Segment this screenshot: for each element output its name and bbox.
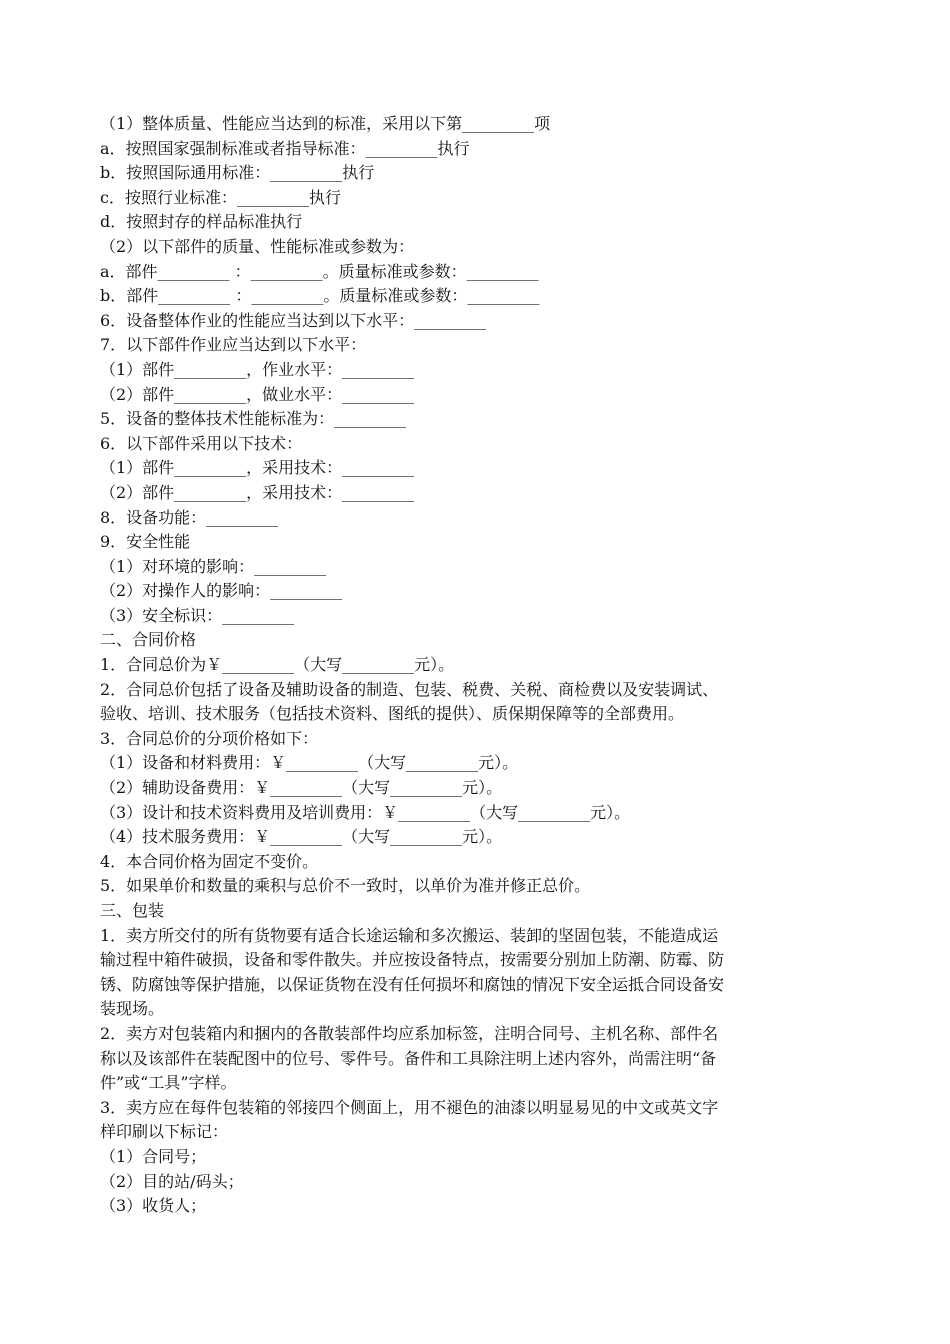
text-line: （3）安全标识：_________	[100, 605, 295, 625]
text-line: （2）对操作人的影响：_________	[100, 581, 343, 601]
text-line: 8．设备功能：_________	[100, 507, 279, 527]
text-line: 3．卖方应在每件包装箱的邻接四个侧面上，用不褪色的油漆以明显易见的中文或英文字	[100, 1097, 719, 1117]
text-line: 2．合同总价包括了设备及辅助设备的制造、包装、税费、关税、商检费以及安装调试、	[100, 679, 719, 699]
text-line: c．按照行业标准：_________执行	[100, 187, 341, 207]
text-line: （1）对环境的影响：_________	[100, 556, 327, 576]
section-heading: 三、包装	[100, 901, 165, 920]
text-line: 7．以下部件作业应当达到以下水平：	[100, 335, 367, 355]
text-line: （1）部件_________，采用技术：_________	[100, 458, 415, 478]
text-line: 输过程中箱件破损，设备和零件散失。并应按设备特点，按需要分别加上防潮、防霉、防	[100, 950, 725, 970]
text-line: 件”或“工具”字样。	[100, 1073, 237, 1093]
text-line: （1）整体质量、性能应当达到的标准，采用以下第_________项	[100, 114, 551, 133]
text-line: （1）合同号；	[100, 1146, 207, 1166]
text-line: （3）设计和技术资料费用及培训费用：￥_________（大写_________元）。	[100, 802, 631, 822]
text-line: 3．合同总价的分项价格如下：	[100, 728, 319, 748]
text-line: 6．设备整体作业的性能应当达到以下水平：_________	[100, 310, 487, 330]
text-line: 5．如果单价和数量的乘积与总价不一致时，以单价为准并修正总价。	[100, 876, 591, 896]
text-line: b．部件_________ ：_________。质量标准或参数：_________	[100, 286, 540, 306]
text-line: d．按照封存的样品标准执行	[100, 212, 303, 232]
text-line: a．部件_________ ：_________。质量标准或参数：_________	[100, 261, 539, 281]
text-line: 4．本合同价格为固定不变价。	[100, 851, 319, 871]
text-line: （4）技术服务费用：￥_________（大写_________元）。	[100, 827, 503, 847]
text-line: （2）目的站/码头；	[100, 1171, 244, 1191]
text-line: 锈、防腐蚀等保护措施，以保证货物在没有任何损坏和腐蚀的情况下安全运抵合同设备安	[100, 974, 725, 994]
text-line: （1）设备和材料费用：￥_________（大写_________元）。	[100, 753, 519, 773]
text-line: （2）辅助设备费用：￥_________（大写_________元）。	[100, 778, 503, 798]
text-line: 5．设备的整体技术性能标准为：_________	[100, 409, 407, 429]
text-line: （1）部件_________，作业水平：_________	[100, 359, 415, 379]
section-heading: 二、合同价格	[100, 630, 197, 650]
text-line: （2）部件_________，做业水平：_________	[100, 384, 415, 404]
text-line: 1．合同总价为￥_________（大写_________元）。	[100, 655, 455, 675]
text-line: 装现场。	[100, 999, 165, 1019]
text-line: 称以及该部件在装配图中的位号、零件号。备件和工具除注明上述内容外，尚需注明“备	[100, 1048, 717, 1068]
text-line: 1．卖方所交付的所有货物要有适合长途运输和多次搬运、装卸的坚固包装，不能造成运	[100, 925, 719, 945]
text-line: 9．安全性能	[100, 532, 191, 552]
text-line: 2．卖方对包装箱内和捆内的各散装部件均应系加标签，注明合同号、主机名称、部件名	[100, 1023, 719, 1043]
text-line: 验收、培训、技术服务（包括技术资料、图纸的提供）、质保期保障等的全部费用。	[100, 704, 685, 724]
text-line: （2）部件_________，采用技术：_________	[100, 482, 415, 502]
text-line: （2）以下部件的质量、性能标准或参数为：	[100, 236, 415, 256]
text-line: 6．以下部件采用以下技术：	[100, 433, 303, 453]
text-line: a．按照国家强制标准或者指导标准：_________执行	[100, 138, 470, 158]
document-page	[100, 112, 860, 1219]
text-line: b．按照国际通用标准：_________执行	[100, 163, 375, 183]
text-line: （3）收货人；	[100, 1196, 207, 1216]
text-line: 样印刷以下标记：	[100, 1122, 229, 1142]
